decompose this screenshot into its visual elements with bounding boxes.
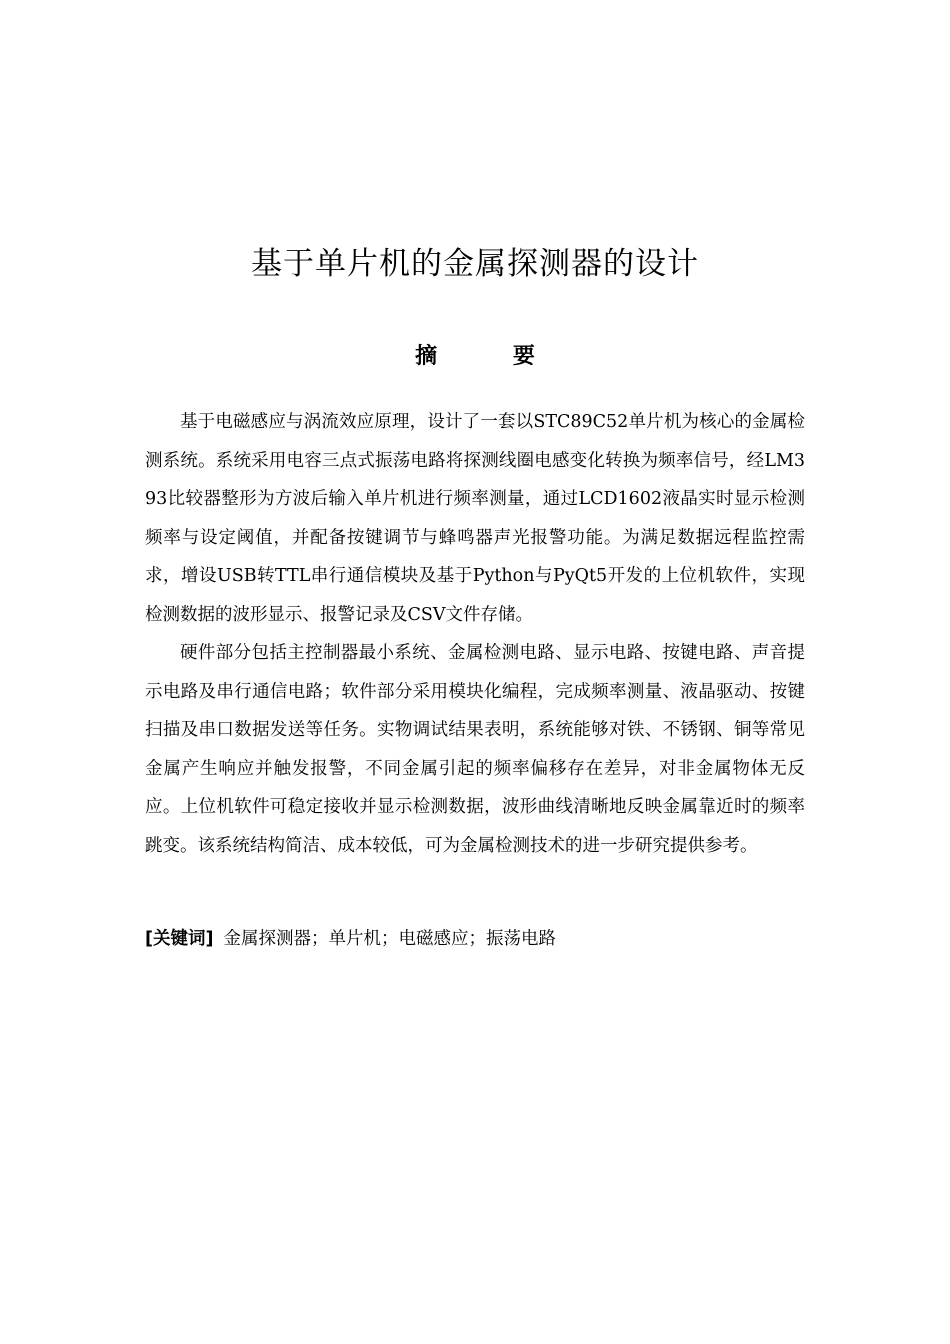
- keywords-label: [关键词]: [145, 929, 214, 949]
- keywords-line: [145, 921, 805, 957]
- document-title: 基于单片机的金属探测器的设计: [251, 246, 699, 282]
- abstract-paragraph-2: 硬件部分包括主控制器最小系统、金属检测电路、显示电路、按键电路、声音提示电路及串行通信电路；软件部分采用模块化编程，完成频率测量、液晶驱动、按键扫描及串口数据发送等任务。实物调试结果表明，系统能够对铁、不锈钢、铜等常见金属产生响应并触发报警，不同金属引起的频率偏移存在差异，对非金属物体无反应。上位机软件可稳定接收并显示检测数据，波形曲线清晰地反映金属靠近时的频率跳变。该系统结构简洁、成本较低，可为金属检测技术的进一步研究提供参考。: [145, 643, 805, 856]
- abstract-heading: 摘 要: [415, 344, 569, 369]
- keywords-text: 金属探测器；单片机；电磁感应；振荡电路: [223, 929, 556, 949]
- abstract-paragraph-1: 基于电磁感应与涡流效应原理，设计了一套以STC89C52单片机为核心的金属检测系统。系统采用电容三点式振荡电路将探测线圈电感变化转换为频率信号，经LM393比较器整形为方波后输入单片机进行频率测量，通过LCD1602液晶实时显示检测频率与设定阈值，并配备按键调节与蜂鸣器声光报警功能。为满足数据远程监控需求，增设USB转TTL串行通信模块及基于Python与PyQt5开发的上位机软件，实现检测数据的波形显示、报警记录及CSV文件存储。: [145, 412, 805, 625]
- abstract-body: [145, 403, 805, 865]
